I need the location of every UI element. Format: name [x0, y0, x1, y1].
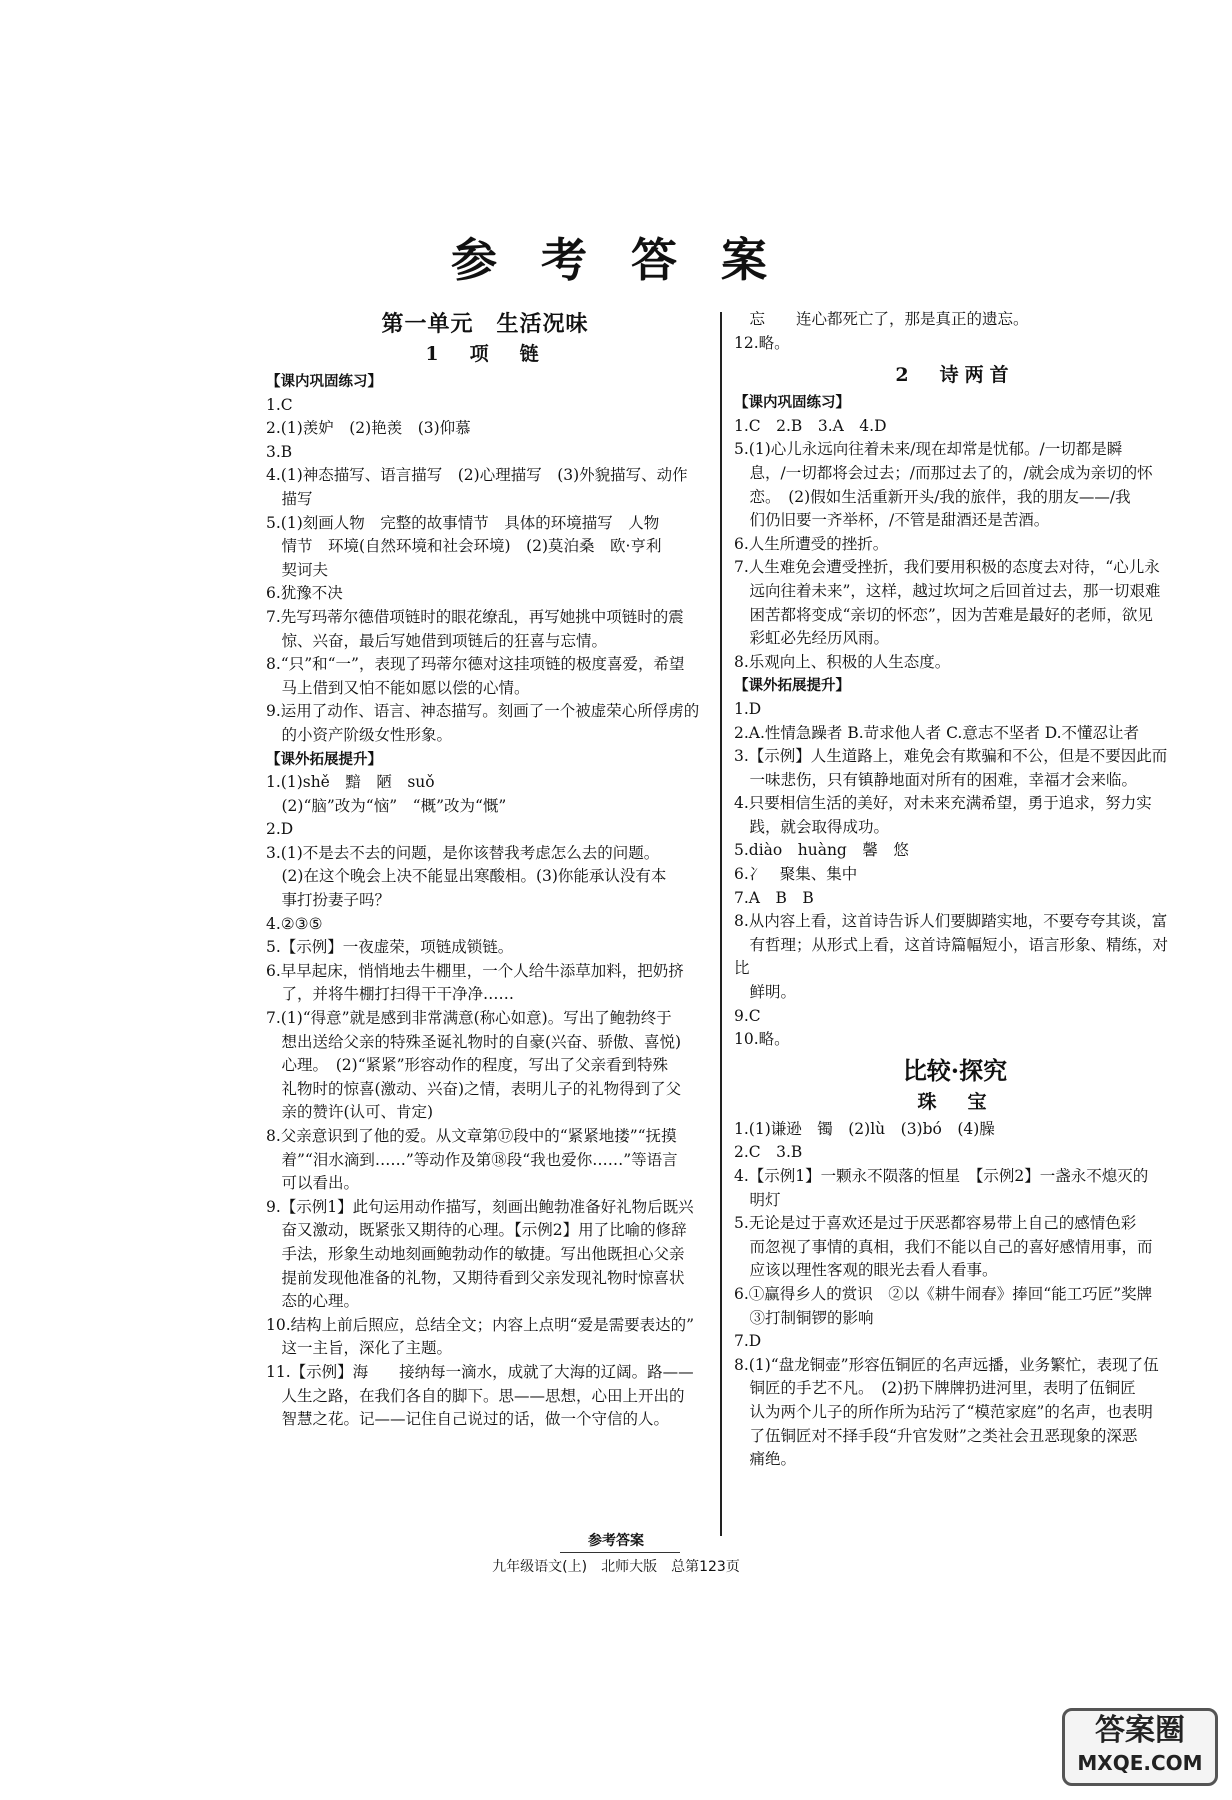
- answer-line: 可以看出。: [266, 1174, 360, 1193]
- footer-label: 参考答案: [588, 1533, 644, 1549]
- answer-line: (2)在这个晚会上决不能显出寒酸相。(3)你能承认没有本: [266, 867, 667, 886]
- answer-line: 1.C 2.B 3.A 4.D: [734, 416, 887, 435]
- answer-line: 提前发现他准备的礼物，又期待看到父亲发现礼物时惊喜状: [266, 1268, 685, 1287]
- answer-line: 7.先写玛蒂尔德借项链时的眼花缭乱，再写她挑中项链时的震: [266, 607, 684, 626]
- answer-line: 9.C: [734, 1006, 761, 1025]
- answer-line: 10.略。: [734, 1030, 790, 1049]
- lesson-title-two-poems: 2 诗两首: [895, 364, 1015, 387]
- answer-line: 事打扮妻子吗？: [266, 891, 391, 910]
- answer-line: 2.A.性情急躁者 B.苛求他人者 C.意志不坚者 D.不懂忍让者: [734, 723, 1140, 742]
- watermark-line2: MXQE.COM: [1077, 1751, 1203, 1775]
- answer-line: 了伍铜匠对不择手段“升官发财”之类社会丑恶现象的深恶: [734, 1426, 1138, 1445]
- answer-line: 这一主旨，深化了主题。: [266, 1339, 453, 1358]
- answer-line: 人生之路，在我们各自的脚下。思——思想，心田上开出的: [266, 1386, 685, 1405]
- answer-line: 4.只要相信生活的美好，对未来充满希望，勇于追求，努力实: [734, 794, 1152, 813]
- answer-line: 6.早早起床，悄悄地去牛棚里，一个人给牛添草加料，把奶挤: [266, 961, 684, 980]
- answer-line: 远向往着未来”，这样，越过坎坷之后回首过去，那一切艰难: [734, 581, 1161, 600]
- answer-line: 态的心理。: [266, 1292, 360, 1311]
- answer-line: ③打制铜锣的影响: [734, 1308, 874, 1327]
- answer-line: 2.(1)羡妒 (2)艳羡 (3)仰慕: [266, 419, 471, 438]
- answer-line: 困苦都将变成“亲切的怀恋”，因为苦难是最好的老师，欲见: [734, 605, 1153, 624]
- answer-line: 8.乐观向上、积极的人生态度。: [734, 652, 951, 671]
- answer-line: 礼物时的惊喜(激动、兴奋)之情，表明儿子的礼物得到了父: [266, 1079, 682, 1098]
- answer-line: 9.运用了动作、语言、神态描写。刻画了一个被虚荣心所俘虏的: [266, 702, 700, 721]
- answer-line: 描写: [266, 489, 313, 508]
- answer-line: 想出送给父亲的特殊圣诞礼物时的自豪(兴奋、骄傲、喜悦): [266, 1032, 682, 1051]
- answer-line: 息，/一切都将会过去；/而那过去了的，/就会成为亲切的怀: [734, 463, 1153, 482]
- lesson-title-necklace: 1 项 链: [425, 343, 545, 365]
- answer-list-in-class: [266, 394, 704, 748]
- answer-line: 5.(1)刻画人物 完整的故事情节 具体的环境描写 人物: [266, 513, 660, 532]
- footer-info: 九年级语文(上) 北师大版 总第123页: [492, 1559, 740, 1575]
- answer-line: 11.【示例】海 接纳每一滴水，成就了大海的辽阔。路——: [266, 1362, 694, 1381]
- answer-line: 而忽视了事情的真相，我们不能以自己的喜好感情用事，而: [734, 1237, 1153, 1256]
- answer-line: 铜匠的手艺不凡。 (2)扔下牌牌扔进河里，表明了伍铜匠: [734, 1379, 1136, 1398]
- answer-line: 认为两个儿子的所作所为玷污了“模范家庭”的名声，也表明: [734, 1402, 1153, 1421]
- answer-line: 恋。 (2)假如生活重新开头/我的旅伴，我的朋友——/我: [734, 487, 1131, 506]
- answer-line: 8.(1)“盘龙铜壶”形容伍铜匠的名声远播，业务繁忙，表现了伍: [734, 1355, 1159, 1374]
- answer-line: 4.(1)神态描写、语言描写 (2)心理描写 (3)外貌描写、动作: [266, 466, 688, 485]
- answer-line: 6.①赢得乡人的赏识 ②以《耕牛闹春》捧回“能工巧匠”奖牌: [734, 1284, 1153, 1303]
- answer-list-continued: [734, 308, 1176, 355]
- answer-list-jewelry: [734, 1118, 1176, 1472]
- answer-line: 痛绝。: [734, 1450, 797, 1469]
- answer-line: 7.人生难免会遭受挫折，我们要用积极的态度去对待，“心儿永: [734, 558, 1160, 577]
- answer-line: 马上借到又怕不能如愿以偿的心情。: [266, 678, 530, 697]
- answer-line: 9.【示例1】此句运用动作描写，刻画出鲍勃准备好礼物后既兴: [266, 1197, 694, 1216]
- watermark-line1: 答案圈: [1095, 1713, 1185, 1748]
- answer-line: 明灯: [734, 1190, 781, 1209]
- answer-line: 们仍旧要一齐举杯，/不管是甜酒还是苦酒。: [734, 511, 1050, 530]
- answer-line: 契诃夫: [266, 560, 329, 579]
- answer-line: 忘 连心都死亡了，那是真正的遗忘。: [734, 310, 1029, 328]
- answer-line: 鲜明。: [734, 983, 797, 1002]
- answer-line: 4.②③⑤: [266, 914, 323, 933]
- answer-line: 4.【示例1】一颗永不陨落的恒星 【示例2】一盏永不熄灭的: [734, 1167, 1149, 1185]
- answer-line: 8.父亲意识到了他的爱。从文章第⑰段中的“紧紧地搂”“抚摸: [266, 1127, 677, 1145]
- answer-line: 3.(1)不是去不去的问题，是你该替我考虑怎么去的问题。: [266, 843, 660, 862]
- section-label-extension: 【课外拓展提升】: [266, 750, 382, 768]
- answer-line: 亲的赞许(认可、肯定): [266, 1103, 434, 1122]
- answer-line: 情节 环境(自然环境和社会环境) (2)莫泊桑 欧·亨利: [266, 537, 662, 556]
- answer-line: 一味悲伤，只有镇静地面对所有的困难，幸福才会来临。: [734, 770, 1138, 789]
- answer-line: 智慧之花。记——记住自己说过的话，做一个守信的人。: [266, 1410, 670, 1429]
- page-title: 参 考 答 案: [450, 233, 782, 287]
- answer-list-extension: [734, 698, 1176, 1052]
- section-label-extension: 【课外拓展提升】: [734, 677, 850, 695]
- answer-line: 10.结构上前后照应，总结全文；内容上点明“爱是需要表达的”: [266, 1315, 695, 1334]
- answer-line: 有哲理；从形式上看，这首诗篇幅短小，语言形象、精练，对比: [734, 935, 1169, 978]
- section-label-in-class: 【课内巩固练习】: [266, 373, 382, 390]
- answer-line: 彩虹必先经历风雨。: [734, 629, 890, 648]
- answer-line: 了，并将牛棚打扫得干干净净……: [266, 985, 515, 1004]
- answer-line: 1.(1)shě 黯 陋 suǒ: [266, 773, 435, 792]
- section-title-compare: 比较·探究: [902, 1055, 1008, 1085]
- answer-line: 惊、兴奋，最后写她借到项链后的狂喜与忘情。: [266, 631, 608, 650]
- answer-line: 7.(1)“得意”就是感到非常满意(称心如意)。写出了鲍勃终于: [266, 1009, 672, 1028]
- answer-list-extension: [266, 771, 704, 1432]
- answer-line: 12.略。: [734, 333, 790, 352]
- right-column: [734, 308, 1176, 1472]
- footer-rule: [560, 1552, 680, 1553]
- answer-line: 5.diào huàng 馨 悠: [734, 841, 909, 860]
- answer-line: 1.(1)谦逊 镯 (2)lù (3)bó (4)臊: [734, 1119, 995, 1138]
- answer-line: (2)“脑”改为“恼” “概”改为“慨”: [266, 796, 507, 815]
- answer-line: 应该以理性客观的眼光去看人看事。: [734, 1261, 998, 1280]
- answer-line: 践，就会取得成功。: [734, 817, 890, 836]
- answer-line: 心理。 (2)“紧紧”形容动作的程度，写出了父亲看到特殊: [266, 1056, 669, 1075]
- unit-title: 第一单元 生活况味: [381, 311, 589, 337]
- answer-line: 7.A B B: [734, 888, 814, 907]
- watermark-logo: [1062, 1708, 1218, 1786]
- section-label-in-class: 【课内巩固练习】: [734, 394, 850, 412]
- answer-line: 5.【示例】一夜虚荣，项链成锁链。: [266, 938, 514, 957]
- lesson-title-jewelry: 珠 宝: [917, 1090, 993, 1113]
- answer-line: 3.B: [266, 442, 293, 461]
- answer-line: 1.D: [734, 699, 762, 718]
- answer-line: 8.从内容上看，这首诗告诉人们要脚踏实地，不要夸夸其谈，富: [734, 912, 1168, 931]
- answer-line: 奋又激动，既紧张又期待的心理。【示例2】用了比喻的修辞: [266, 1221, 687, 1240]
- answer-line: 2.C 3.B: [734, 1143, 803, 1162]
- answer-line: 5.无论是过于喜欢还是过于厌恶都容易带上自己的感情色彩: [734, 1214, 1137, 1233]
- answer-line: 8.“只”和“一”，表现了玛蒂尔德对这挂项链的极度喜爱，希望: [266, 655, 685, 674]
- answer-line: 6.冫 聚集、集中: [734, 865, 858, 884]
- answer-line: 7.D: [734, 1332, 762, 1351]
- answer-line: 着”“泪水滴到……”等动作及第⑱段“我也爱你……”等语言: [266, 1150, 678, 1169]
- answer-line: 6.犹豫不决: [266, 584, 343, 603]
- answer-line: 6.人生所遭受的挫折。: [734, 534, 889, 553]
- column-divider: [720, 312, 722, 1536]
- left-column: [266, 308, 704, 1432]
- answer-line: 5.(1)心儿永远向往着未来/现在却常是忧郁。/一切都是瞬: [734, 440, 1123, 459]
- answer-line: 2.D: [266, 820, 294, 839]
- answer-line: 手法，形象生动地刻画鲍勃动作的敏捷。写出他既担心父亲: [266, 1244, 685, 1263]
- answer-line: 的小资产阶级女性形象。: [266, 725, 453, 744]
- answer-line: 1.C: [266, 395, 293, 414]
- answer-list-in-class: [734, 415, 1176, 675]
- answer-line: 3.【示例】人生道路上，难免会有欺骗和不公，但是不要因此而: [734, 747, 1168, 766]
